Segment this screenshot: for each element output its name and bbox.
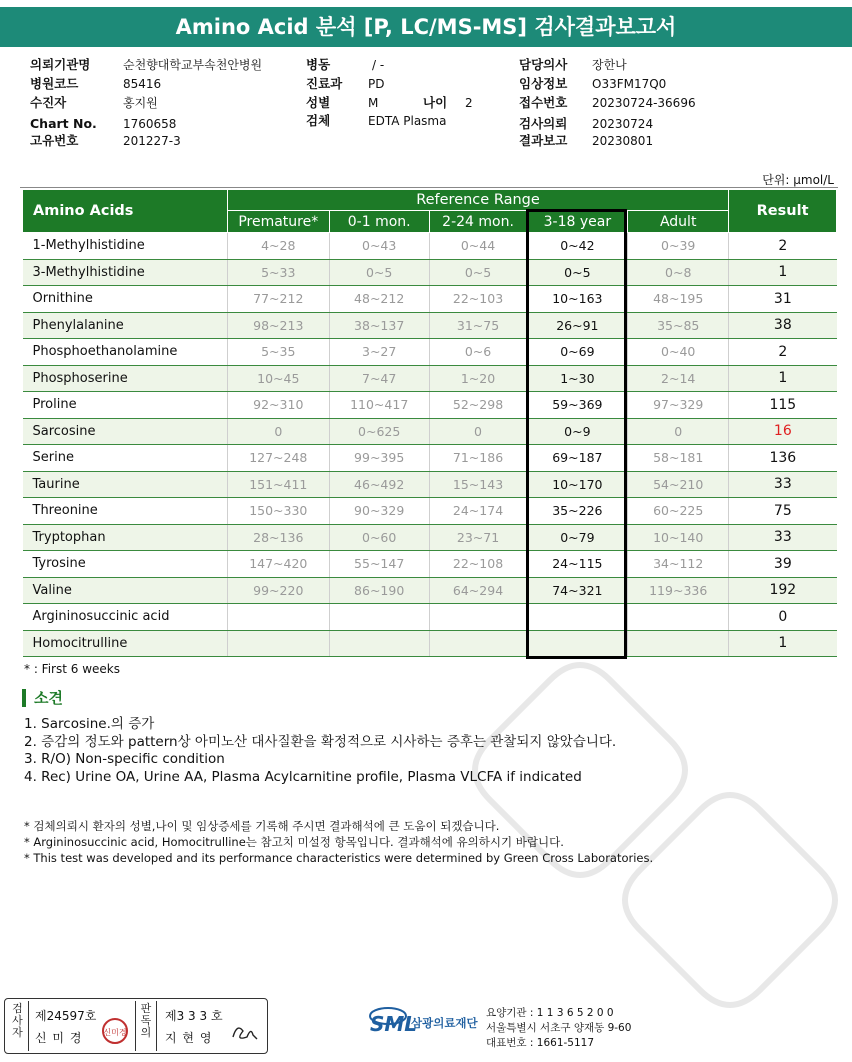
- amino-acid-name: 1-Methylhistidine: [23, 233, 228, 260]
- info-label: 담당의사: [519, 57, 568, 72]
- info-label: 병동: [306, 57, 331, 72]
- table-row: [23, 418, 837, 445]
- info-value: 20230724: [592, 117, 654, 131]
- reference-range-cell: 0~625: [329, 418, 429, 445]
- reference-range-cell: 92~310: [227, 392, 329, 419]
- reference-range-cell: 97~329: [628, 392, 729, 419]
- reference-range-cell: [628, 630, 729, 657]
- info-label: 성별: [306, 95, 331, 110]
- info-label: Chart No.: [30, 116, 97, 131]
- result-value: 0: [729, 604, 837, 631]
- amino-acid-name: Sarcosine: [23, 418, 228, 445]
- table-row: [23, 445, 837, 472]
- reference-range-cell: [628, 604, 729, 631]
- result-value: 1: [729, 365, 837, 392]
- reference-range-cell: 24~115: [527, 551, 628, 578]
- subheader-age-group: 2-24 mon.: [429, 211, 527, 233]
- reference-range-cell: 0~5: [527, 259, 628, 286]
- table-row: [23, 233, 837, 260]
- reference-range-cell: 64~294: [429, 577, 527, 604]
- result-value: 2: [729, 339, 837, 366]
- reviewer-label: [135, 1001, 157, 1051]
- subheader-age-group: Adult: [628, 211, 729, 233]
- amino-acid-name: Tyrosine: [23, 551, 228, 578]
- reference-range-cell: 5~33: [227, 259, 329, 286]
- reference-range-cell: 4~28: [227, 233, 329, 260]
- reference-range-cell: 0~5: [329, 259, 429, 286]
- reference-range-cell: 150~330: [227, 498, 329, 525]
- reference-range-cell: 54~210: [628, 471, 729, 498]
- reference-range-cell: 10~140: [628, 524, 729, 551]
- reference-range-cell: 0: [628, 418, 729, 445]
- result-value: 38: [729, 312, 837, 339]
- examiner-name: 신 미 경: [35, 1031, 83, 1045]
- info-value: 20230724-36696: [592, 96, 696, 110]
- reference-range-cell: 35~226: [527, 498, 628, 525]
- reference-range-cell: 90~329: [329, 498, 429, 525]
- header-amino-acids: Amino Acids: [23, 190, 228, 233]
- reference-range-cell: 5~35: [227, 339, 329, 366]
- examiner-license: 제24597호: [35, 1009, 97, 1023]
- info-label: 의뢰기관명: [30, 57, 91, 72]
- info-value: M: [368, 96, 379, 110]
- amino-acid-name: Phosphoserine: [23, 365, 228, 392]
- reference-range-cell: 23~71: [429, 524, 527, 551]
- info-value: 순천향대학교부속천안병원: [123, 58, 263, 72]
- findings-title: 소견: [22, 689, 63, 707]
- reference-range-cell: 147~420: [227, 551, 329, 578]
- reference-range-cell: [329, 604, 429, 631]
- reference-range-cell: 0~6: [429, 339, 527, 366]
- info-value: PD: [368, 77, 385, 91]
- result-value: 192: [729, 577, 837, 604]
- header-reference-range: Reference Range: [227, 190, 728, 211]
- info-value: / -: [372, 58, 385, 72]
- reference-range-cell: 74~321: [527, 577, 628, 604]
- amino-acid-name: Valine: [23, 577, 228, 604]
- info-value: 홍지원: [123, 96, 158, 110]
- table-row: [23, 312, 837, 339]
- reference-range-cell: 0~5: [429, 259, 527, 286]
- result-value: 33: [729, 524, 837, 551]
- reference-range-cell: 86~190: [329, 577, 429, 604]
- reference-range-cell: 24~174: [429, 498, 527, 525]
- amino-acid-name: Homocitrulline: [23, 630, 228, 657]
- info-value: O33FM17Q0: [592, 77, 667, 91]
- signature-box: [4, 998, 268, 1054]
- reference-range-cell: 0~8: [628, 259, 729, 286]
- table-row: [23, 365, 837, 392]
- reference-range-cell: 69~187: [527, 445, 628, 472]
- age-value: 2: [465, 96, 473, 110]
- reference-range-cell: 0~40: [628, 339, 729, 366]
- result-value: 1: [729, 259, 837, 286]
- reference-range-cell: 0~44: [429, 233, 527, 260]
- header-result: Result: [729, 190, 837, 233]
- finding-item: 4. Rec) Urine OA, Urine AA, Plasma Acylcarnitine profile, Plasma VLCFA if indicated: [24, 768, 582, 785]
- reference-range-cell: 0~42: [527, 233, 628, 260]
- reference-range-cell: 99~220: [227, 577, 329, 604]
- logo-text: SML: [370, 1012, 418, 1036]
- reference-range-cell: 0~43: [329, 233, 429, 260]
- result-value: 1: [729, 630, 837, 657]
- reference-range-cell: 7~47: [329, 365, 429, 392]
- amino-acid-name: 3-Methylhistidine: [23, 259, 228, 286]
- table-row: [23, 630, 837, 657]
- notes-list: [24, 818, 653, 866]
- reviewer-name: 지 현 영: [165, 1031, 213, 1045]
- amino-acid-name: Argininosuccinic acid: [23, 604, 228, 631]
- reference-range-cell: 59~369: [527, 392, 628, 419]
- info-label: 검사의뢰: [519, 116, 568, 131]
- amino-acid-name: Serine: [23, 445, 228, 472]
- amino-acid-name: Proline: [23, 392, 228, 419]
- seal-text: 신미경: [103, 1028, 127, 1037]
- finding-item: 2. 증감의 정도와 pattern상 아미노산 대사질환을 확정적으로 시사하는 증후는 관찰되지 않았습니다.: [24, 733, 617, 750]
- reference-range-cell: 127~248: [227, 445, 329, 472]
- reference-range-cell: 35~85: [628, 312, 729, 339]
- info-value: 85416: [123, 77, 162, 91]
- org-info: [486, 1006, 631, 1051]
- divider: [20, 187, 838, 188]
- reference-range-cell: 15~143: [429, 471, 527, 498]
- reference-range-cell: 2~14: [628, 365, 729, 392]
- amino-acid-name: Tryptophan: [23, 524, 228, 551]
- reference-range-cell: 58~181: [628, 445, 729, 472]
- amino-acid-name: Phosphoethanolamine: [23, 339, 228, 366]
- info-value: 20230801: [592, 134, 654, 148]
- subheader-age-group: Premature*: [227, 211, 329, 233]
- result-value: 31: [729, 286, 837, 313]
- reference-range-cell: 22~108: [429, 551, 527, 578]
- info-value: 1760658: [123, 117, 177, 131]
- table-row: [23, 471, 837, 498]
- reference-range-cell: 151~411: [227, 471, 329, 498]
- table-row: [23, 286, 837, 313]
- info-value: 장한나: [592, 58, 627, 72]
- table-row: [23, 524, 837, 551]
- reference-range-cell: 0: [227, 418, 329, 445]
- examiner-seal-icon: [101, 1017, 129, 1045]
- info-label: 수진자: [30, 95, 67, 110]
- vertical-label-text: 판 독 의: [140, 1002, 152, 1039]
- reference-range-cell: 71~186: [429, 445, 527, 472]
- reference-range-cell: [227, 604, 329, 631]
- reference-range-cell: 99~395: [329, 445, 429, 472]
- examiner-label: [7, 1001, 29, 1051]
- info-label: 임상정보: [519, 76, 568, 91]
- reference-range-cell: 0: [429, 418, 527, 445]
- reference-range-cell: 10~170: [527, 471, 628, 498]
- reference-range-cell: [429, 630, 527, 657]
- subheader-age-group: 3-18 year: [527, 211, 628, 233]
- reference-range-cell: 98~213: [227, 312, 329, 339]
- finding-item: 1. Sarcosine.의 증가: [24, 716, 155, 732]
- reference-range-cell: 52~298: [429, 392, 527, 419]
- reference-range-cell: 31~75: [429, 312, 527, 339]
- reference-range-cell: 0~60: [329, 524, 429, 551]
- note-item: * 검체의뢰시 환자의 성별,나이 및 임상증세를 기록해 주시면 결과해석에 큰 도움이 되겠습니다.: [24, 819, 500, 833]
- reference-range-cell: [527, 604, 628, 631]
- reference-range-cell: 1~30: [527, 365, 628, 392]
- reference-range-cell: 48~195: [628, 286, 729, 313]
- note-item: * This test was developed and its performance characteristics were determined by Green Cross Laboratories.: [24, 851, 654, 865]
- reference-range-cell: 0~39: [628, 233, 729, 260]
- reference-range-cell: 1~20: [429, 365, 527, 392]
- subheader-age-group: 0-1 mon.: [329, 211, 429, 233]
- reference-range-cell: 77~212: [227, 286, 329, 313]
- findings-list: [24, 716, 616, 786]
- age-label: 나이: [423, 95, 448, 110]
- result-value: 33: [729, 471, 837, 498]
- reference-range-cell: [227, 630, 329, 657]
- amino-acid-name: Phenylalanine: [23, 312, 228, 339]
- unit-label: 단위: µmol/L: [762, 173, 834, 187]
- info-label: 진료과: [306, 76, 343, 91]
- reference-range-cell: 26~91: [527, 312, 628, 339]
- amino-acid-name: Taurine: [23, 471, 228, 498]
- org-info-line: 대표번호 : 1661-5117: [486, 1037, 595, 1049]
- reference-range-cell: 10~163: [527, 286, 628, 313]
- reference-range-cell: 48~212: [329, 286, 429, 313]
- reference-range-cell: 3~27: [329, 339, 429, 366]
- table-row: [23, 551, 837, 578]
- result-value: 16: [729, 418, 837, 445]
- result-value: 39: [729, 551, 837, 578]
- finding-item: 3. R/O) Non-specific condition: [24, 751, 225, 767]
- amino-acid-name: Threonine: [23, 498, 228, 525]
- vertical-label-text: 검 사 자: [12, 1002, 23, 1039]
- info-label: 접수번호: [519, 95, 568, 110]
- reference-range-cell: 0~9: [527, 418, 628, 445]
- reference-range-cell: 28~136: [227, 524, 329, 551]
- info-label: 결과보고: [519, 133, 568, 148]
- reference-range-cell: 60~225: [628, 498, 729, 525]
- table-row: [23, 392, 837, 419]
- amino-acid-name: Ornithine: [23, 286, 228, 313]
- reference-range-cell: 55~147: [329, 551, 429, 578]
- amino-acid-table: [22, 189, 837, 657]
- table-row: [23, 259, 837, 286]
- signature-icon: [227, 1017, 261, 1045]
- reference-range-cell: 22~103: [429, 286, 527, 313]
- table-row: [23, 498, 837, 525]
- org-info-line: 서울특별시 서초구 양재동 9-60: [486, 1022, 632, 1034]
- reference-range-cell: 119~336: [628, 577, 729, 604]
- reference-range-cell: 34~112: [628, 551, 729, 578]
- table-row: [23, 577, 837, 604]
- result-value: 2: [729, 233, 837, 260]
- reference-range-cell: 110~417: [329, 392, 429, 419]
- table-row: [23, 604, 837, 631]
- reference-range-cell: 0~69: [527, 339, 628, 366]
- org-name: 삼광의료재단: [411, 1016, 478, 1030]
- reference-range-cell: 46~492: [329, 471, 429, 498]
- report-title: Amino Acid 분석 [P, LC/MS-MS] 검사결과보고서: [0, 7, 852, 47]
- result-value: 75: [729, 498, 837, 525]
- info-value: EDTA Plasma: [368, 114, 447, 128]
- result-value: 115: [729, 392, 837, 419]
- info-label: 고유번호: [30, 133, 79, 148]
- reference-range-cell: [429, 604, 527, 631]
- reference-range-cell: [527, 630, 628, 657]
- note-item: * Argininosuccinic acid, Homocitrulline는 참고치 미설정 항목입니다. 결과해석에 유의하시기 바랍니다.: [24, 835, 564, 849]
- reference-range-cell: 0~79: [527, 524, 628, 551]
- org-info-line: 요양기관 : 1 1 3 6 5 2 0 0: [486, 1007, 614, 1019]
- premature-footnote: * : First 6 weeks: [24, 662, 120, 676]
- reference-range-cell: 38~137: [329, 312, 429, 339]
- info-label: 검체: [306, 113, 331, 128]
- info-label: 병원코드: [30, 76, 79, 91]
- result-value: 136: [729, 445, 837, 472]
- table-row: [23, 339, 837, 366]
- info-value: 201227-3: [123, 134, 181, 148]
- reference-range-cell: 10~45: [227, 365, 329, 392]
- reference-range-cell: [329, 630, 429, 657]
- reviewer-license: 제3 3 3 호: [165, 1009, 223, 1023]
